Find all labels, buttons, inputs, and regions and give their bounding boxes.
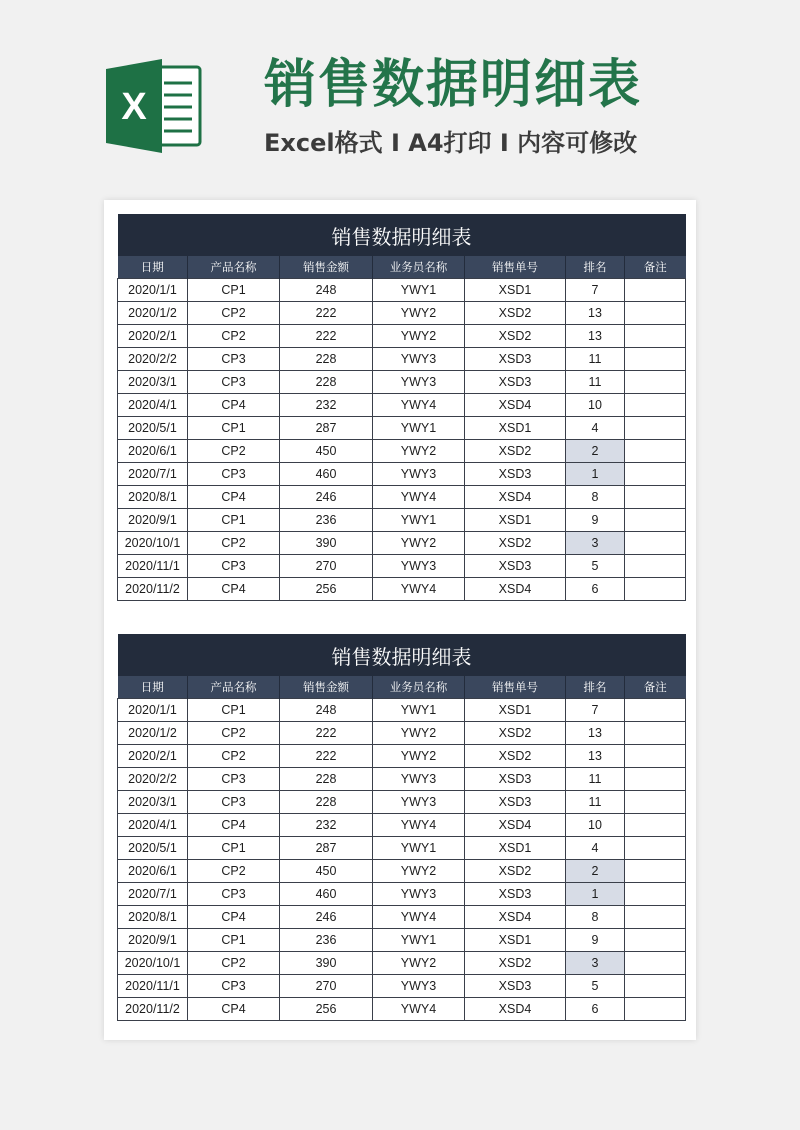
cell-amount[interactable]: 270 — [280, 555, 373, 578]
cell-date[interactable]: 2020/7/1 — [118, 883, 188, 906]
cell-amount[interactable]: 270 — [280, 975, 373, 998]
cell-date[interactable]: 2020/1/1 — [118, 279, 188, 302]
cell-salesperson[interactable]: YWY2 — [373, 722, 465, 745]
cell-order-no[interactable]: XSD1 — [465, 279, 566, 302]
table-row — [118, 509, 686, 532]
col-header-date: 日期 — [118, 676, 188, 699]
table-row — [118, 325, 686, 348]
cell-amount[interactable]: 287 — [280, 417, 373, 440]
cell-note[interactable] — [625, 929, 686, 952]
cell-salesperson[interactable]: YWY2 — [373, 302, 465, 325]
cell-product[interactable]: CP3 — [188, 555, 280, 578]
cell-date[interactable]: 2020/3/1 — [118, 371, 188, 394]
col-header-note: 备注 — [625, 676, 686, 699]
cell-date[interactable]: 2020/11/2 — [118, 578, 188, 601]
cell-salesperson[interactable]: YWY3 — [373, 791, 465, 814]
cell-salesperson[interactable]: YWY4 — [373, 486, 465, 509]
cell-product[interactable]: CP4 — [188, 486, 280, 509]
table-row — [118, 371, 686, 394]
table-row — [118, 745, 686, 768]
cell-rank[interactable]: 13 — [566, 722, 625, 745]
table-row — [118, 279, 686, 302]
cell-product[interactable]: CP3 — [188, 463, 280, 486]
cell-date[interactable]: 2020/1/2 — [118, 302, 188, 325]
cell-note[interactable] — [625, 814, 686, 837]
table-row — [118, 394, 686, 417]
cell-product[interactable]: CP1 — [188, 417, 280, 440]
cell-rank[interactable]: 11 — [566, 348, 625, 371]
excel-logo-icon — [104, 57, 202, 155]
cell-amount[interactable]: 236 — [280, 509, 373, 532]
cell-salesperson[interactable]: YWY1 — [373, 837, 465, 860]
cell-rank[interactable]: 8 — [566, 906, 625, 929]
cell-salesperson[interactable]: YWY4 — [373, 814, 465, 837]
cell-date[interactable]: 2020/4/1 — [118, 394, 188, 417]
cell-rank[interactable]: 5 — [566, 555, 625, 578]
cell-rank[interactable]: 6 — [566, 578, 625, 601]
cell-note[interactable] — [625, 768, 686, 791]
cell-amount[interactable]: 450 — [280, 440, 373, 463]
cell-order-no[interactable]: XSD2 — [465, 302, 566, 325]
cell-amount[interactable]: 228 — [280, 348, 373, 371]
cell-note[interactable] — [625, 699, 686, 722]
cell-order-no[interactable]: XSD3 — [465, 555, 566, 578]
cell-date[interactable]: 2020/11/2 — [118, 998, 188, 1021]
cell-product[interactable]: CP1 — [188, 699, 280, 722]
col-header-rank: 排名 — [566, 676, 625, 699]
cell-amount[interactable]: 222 — [280, 745, 373, 768]
table-header-row — [118, 256, 686, 279]
cell-date[interactable]: 2020/11/1 — [118, 975, 188, 998]
col-header-amount: 销售金额 — [280, 676, 373, 699]
cell-order-no[interactable]: XSD3 — [465, 348, 566, 371]
cell-order-no[interactable]: XSD4 — [465, 906, 566, 929]
cell-salesperson[interactable]: YWY4 — [373, 394, 465, 417]
cell-rank[interactable]: 10 — [566, 394, 625, 417]
col-header-rank: 排名 — [566, 256, 625, 279]
cell-rank[interactable]: 2 — [566, 860, 625, 883]
cell-amount[interactable]: 222 — [280, 722, 373, 745]
cell-date[interactable]: 2020/2/1 — [118, 745, 188, 768]
cell-date[interactable]: 2020/8/1 — [118, 486, 188, 509]
cell-date[interactable]: 2020/5/1 — [118, 417, 188, 440]
table-title: 销售数据明细表 — [118, 634, 686, 676]
cell-order-no[interactable]: XSD3 — [465, 883, 566, 906]
cell-amount[interactable]: 228 — [280, 791, 373, 814]
col-header-order-no: 销售单号 — [465, 676, 566, 699]
table-row — [118, 555, 686, 578]
table-row — [118, 837, 686, 860]
cell-note[interactable] — [625, 417, 686, 440]
cell-rank[interactable]: 11 — [566, 371, 625, 394]
cell-note[interactable] — [625, 952, 686, 975]
cell-note[interactable] — [625, 509, 686, 532]
cell-salesperson[interactable]: YWY3 — [373, 348, 465, 371]
sales-table — [117, 634, 686, 1021]
cell-note[interactable] — [625, 394, 686, 417]
cell-rank[interactable]: 5 — [566, 975, 625, 998]
cell-salesperson[interactable]: YWY3 — [373, 371, 465, 394]
cell-order-no[interactable]: XSD2 — [465, 952, 566, 975]
table-row — [118, 883, 686, 906]
cell-date[interactable]: 2020/9/1 — [118, 929, 188, 952]
col-header-date: 日期 — [118, 256, 188, 279]
cell-amount[interactable]: 222 — [280, 302, 373, 325]
cell-product[interactable]: CP1 — [188, 837, 280, 860]
cell-date[interactable]: 2020/10/1 — [118, 532, 188, 555]
sales-table-1 — [117, 214, 685, 601]
cell-order-no[interactable]: XSD1 — [465, 837, 566, 860]
cell-amount[interactable]: 232 — [280, 814, 373, 837]
table-row — [118, 486, 686, 509]
cell-note[interactable] — [625, 302, 686, 325]
cell-note[interactable] — [625, 279, 686, 302]
cell-date[interactable]: 2020/2/1 — [118, 325, 188, 348]
col-header-salesperson: 业务员名称 — [373, 676, 465, 699]
cell-note[interactable] — [625, 998, 686, 1021]
table-title: 销售数据明细表 — [118, 214, 686, 256]
cell-rank[interactable]: 7 — [566, 279, 625, 302]
cell-order-no[interactable]: XSD4 — [465, 578, 566, 601]
cell-salesperson[interactable]: YWY2 — [373, 745, 465, 768]
col-header-salesperson: 业务员名称 — [373, 256, 465, 279]
cell-product[interactable]: CP2 — [188, 952, 280, 975]
cell-rank[interactable]: 11 — [566, 768, 625, 791]
cell-amount[interactable]: 256 — [280, 578, 373, 601]
cell-note[interactable] — [625, 860, 686, 883]
cell-rank[interactable]: 13 — [566, 302, 625, 325]
cell-salesperson[interactable]: YWY1 — [373, 417, 465, 440]
cell-amount[interactable]: 246 — [280, 906, 373, 929]
cell-product[interactable]: CP2 — [188, 532, 280, 555]
cell-product[interactable]: CP3 — [188, 791, 280, 814]
cell-date[interactable]: 2020/10/1 — [118, 952, 188, 975]
cell-rank[interactable]: 3 — [566, 532, 625, 555]
cell-order-no[interactable]: XSD4 — [465, 998, 566, 1021]
cell-date[interactable]: 2020/6/1 — [118, 860, 188, 883]
cell-order-no[interactable]: XSD1 — [465, 699, 566, 722]
cell-date[interactable]: 2020/3/1 — [118, 791, 188, 814]
col-header-product: 产品名称 — [188, 676, 280, 699]
cell-amount[interactable]: 228 — [280, 768, 373, 791]
cell-rank[interactable]: 1 — [566, 463, 625, 486]
col-header-product: 产品名称 — [188, 256, 280, 279]
cell-rank[interactable]: 10 — [566, 814, 625, 837]
cell-order-no[interactable]: XSD1 — [465, 929, 566, 952]
table-row — [118, 463, 686, 486]
table-row — [118, 348, 686, 371]
cell-product[interactable]: CP4 — [188, 394, 280, 417]
cell-note[interactable] — [625, 532, 686, 555]
cell-product[interactable]: CP4 — [188, 906, 280, 929]
table-row — [118, 440, 686, 463]
cell-salesperson[interactable]: YWY2 — [373, 532, 465, 555]
cell-note[interactable] — [625, 555, 686, 578]
table-body — [118, 699, 686, 1021]
cell-order-no[interactable]: XSD2 — [465, 722, 566, 745]
cell-product[interactable]: CP2 — [188, 440, 280, 463]
cell-rank[interactable]: 13 — [566, 325, 625, 348]
cell-salesperson[interactable]: YWY1 — [373, 279, 465, 302]
cell-rank[interactable]: 9 — [566, 929, 625, 952]
table-header-row — [118, 676, 686, 699]
cell-note[interactable] — [625, 837, 686, 860]
cell-amount[interactable]: 236 — [280, 929, 373, 952]
table-row — [118, 578, 686, 601]
cell-note[interactable] — [625, 440, 686, 463]
cell-amount[interactable]: 390 — [280, 532, 373, 555]
cell-salesperson[interactable]: YWY3 — [373, 975, 465, 998]
cell-order-no[interactable]: XSD2 — [465, 532, 566, 555]
cell-date[interactable]: 2020/5/1 — [118, 837, 188, 860]
cell-product[interactable]: CP3 — [188, 883, 280, 906]
cell-rank[interactable]: 7 — [566, 699, 625, 722]
cell-date[interactable]: 2020/2/2 — [118, 768, 188, 791]
cell-salesperson[interactable]: YWY3 — [373, 768, 465, 791]
cell-product[interactable]: CP1 — [188, 929, 280, 952]
cell-product[interactable]: CP3 — [188, 348, 280, 371]
cell-salesperson[interactable]: YWY2 — [373, 860, 465, 883]
cell-product[interactable]: CP3 — [188, 975, 280, 998]
cell-rank[interactable]: 11 — [566, 791, 625, 814]
table-row — [118, 952, 686, 975]
cell-date[interactable]: 2020/1/1 — [118, 699, 188, 722]
cell-amount[interactable]: 222 — [280, 325, 373, 348]
cell-date[interactable]: 2020/2/2 — [118, 348, 188, 371]
cell-rank[interactable]: 2 — [566, 440, 625, 463]
cell-amount[interactable]: 256 — [280, 998, 373, 1021]
cell-amount[interactable]: 450 — [280, 860, 373, 883]
cell-date[interactable]: 2020/6/1 — [118, 440, 188, 463]
table-row — [118, 975, 686, 998]
cell-order-no[interactable]: XSD1 — [465, 509, 566, 532]
cell-note[interactable] — [625, 371, 686, 394]
sales-table — [117, 214, 686, 601]
cell-order-no[interactable]: XSD3 — [465, 371, 566, 394]
cell-amount[interactable]: 460 — [280, 463, 373, 486]
cell-salesperson[interactable]: YWY3 — [373, 555, 465, 578]
cell-product[interactable]: CP1 — [188, 279, 280, 302]
cell-amount[interactable]: 390 — [280, 952, 373, 975]
table-row — [118, 699, 686, 722]
cell-amount[interactable]: 460 — [280, 883, 373, 906]
cell-salesperson[interactable]: YWY2 — [373, 952, 465, 975]
cell-salesperson[interactable]: YWY1 — [373, 929, 465, 952]
table-row — [118, 302, 686, 325]
col-header-order-no: 销售单号 — [465, 256, 566, 279]
cell-order-no[interactable]: XSD3 — [465, 463, 566, 486]
cell-rank[interactable]: 4 — [566, 837, 625, 860]
table-row — [118, 860, 686, 883]
cell-date[interactable]: 2020/9/1 — [118, 509, 188, 532]
cell-product[interactable]: CP2 — [188, 745, 280, 768]
cell-date[interactable]: 2020/11/1 — [118, 555, 188, 578]
table-row — [118, 906, 686, 929]
page-subtitle: Excel格式 I A4打印 I 内容可修改 — [264, 129, 638, 157]
cell-salesperson[interactable]: YWY3 — [373, 883, 465, 906]
cell-amount[interactable]: 232 — [280, 394, 373, 417]
cell-date[interactable]: 2020/7/1 — [118, 463, 188, 486]
table-row — [118, 998, 686, 1021]
cell-amount[interactable]: 228 — [280, 371, 373, 394]
table-row — [118, 791, 686, 814]
table-row — [118, 532, 686, 555]
cell-salesperson[interactable]: YWY4 — [373, 998, 465, 1021]
cell-note[interactable] — [625, 325, 686, 348]
cell-amount[interactable]: 246 — [280, 486, 373, 509]
cell-rank[interactable]: 9 — [566, 509, 625, 532]
page-header — [0, 0, 800, 200]
cell-date[interactable]: 2020/1/2 — [118, 722, 188, 745]
cell-note[interactable] — [625, 463, 686, 486]
cell-salesperson[interactable]: YWY2 — [373, 440, 465, 463]
cell-amount[interactable]: 248 — [280, 699, 373, 722]
cell-order-no[interactable]: XSD3 — [465, 791, 566, 814]
cell-note[interactable] — [625, 975, 686, 998]
cell-rank[interactable]: 4 — [566, 417, 625, 440]
cell-rank[interactable]: 1 — [566, 883, 625, 906]
cell-order-no[interactable]: XSD4 — [465, 814, 566, 837]
sales-table-2 — [117, 634, 685, 1021]
table-row — [118, 929, 686, 952]
table-row — [118, 417, 686, 440]
sheet-paper — [104, 200, 696, 1040]
cell-note[interactable] — [625, 348, 686, 371]
cell-order-no[interactable]: XSD2 — [465, 860, 566, 883]
cell-rank[interactable]: 13 — [566, 745, 625, 768]
cell-salesperson[interactable]: YWY2 — [373, 325, 465, 348]
cell-product[interactable]: CP4 — [188, 998, 280, 1021]
cell-product[interactable]: CP3 — [188, 768, 280, 791]
cell-rank[interactable]: 3 — [566, 952, 625, 975]
logo-letter: X — [121, 86, 147, 128]
col-header-amount: 销售金额 — [280, 256, 373, 279]
cell-salesperson[interactable]: YWY4 — [373, 906, 465, 929]
cell-product[interactable]: CP3 — [188, 371, 280, 394]
cell-order-no[interactable]: XSD2 — [465, 440, 566, 463]
cell-salesperson[interactable]: YWY4 — [373, 578, 465, 601]
cell-product[interactable]: CP2 — [188, 325, 280, 348]
cell-rank[interactable]: 6 — [566, 998, 625, 1021]
cell-note[interactable] — [625, 486, 686, 509]
cell-note[interactable] — [625, 745, 686, 768]
cell-salesperson[interactable]: YWY1 — [373, 699, 465, 722]
table-row — [118, 768, 686, 791]
cell-note[interactable] — [625, 883, 686, 906]
cell-product[interactable]: CP4 — [188, 578, 280, 601]
cell-rank[interactable]: 8 — [566, 486, 625, 509]
cell-note[interactable] — [625, 578, 686, 601]
cell-amount[interactable]: 248 — [280, 279, 373, 302]
cell-salesperson[interactable]: YWY1 — [373, 509, 465, 532]
cell-order-no[interactable]: XSD2 — [465, 325, 566, 348]
table-body — [118, 279, 686, 601]
cell-order-no[interactable]: XSD4 — [465, 486, 566, 509]
table-row — [118, 814, 686, 837]
cell-product[interactable]: CP2 — [188, 860, 280, 883]
cell-order-no[interactable]: XSD3 — [465, 768, 566, 791]
table-row — [118, 722, 686, 745]
cell-note[interactable] — [625, 791, 686, 814]
cell-product[interactable]: CP2 — [188, 302, 280, 325]
cell-note[interactable] — [625, 906, 686, 929]
cell-product[interactable]: CP2 — [188, 722, 280, 745]
cell-date[interactable]: 2020/4/1 — [118, 814, 188, 837]
page-title: 销售数据明细表 — [264, 55, 643, 115]
cell-date[interactable]: 2020/8/1 — [118, 906, 188, 929]
cell-amount[interactable]: 287 — [280, 837, 373, 860]
cell-order-no[interactable]: XSD3 — [465, 975, 566, 998]
cell-order-no[interactable]: XSD2 — [465, 745, 566, 768]
cell-product[interactable]: CP1 — [188, 509, 280, 532]
cell-salesperson[interactable]: YWY3 — [373, 463, 465, 486]
cell-product[interactable]: CP4 — [188, 814, 280, 837]
col-header-note: 备注 — [625, 256, 686, 279]
cell-order-no[interactable]: XSD1 — [465, 417, 566, 440]
cell-order-no[interactable]: XSD4 — [465, 394, 566, 417]
cell-note[interactable] — [625, 722, 686, 745]
